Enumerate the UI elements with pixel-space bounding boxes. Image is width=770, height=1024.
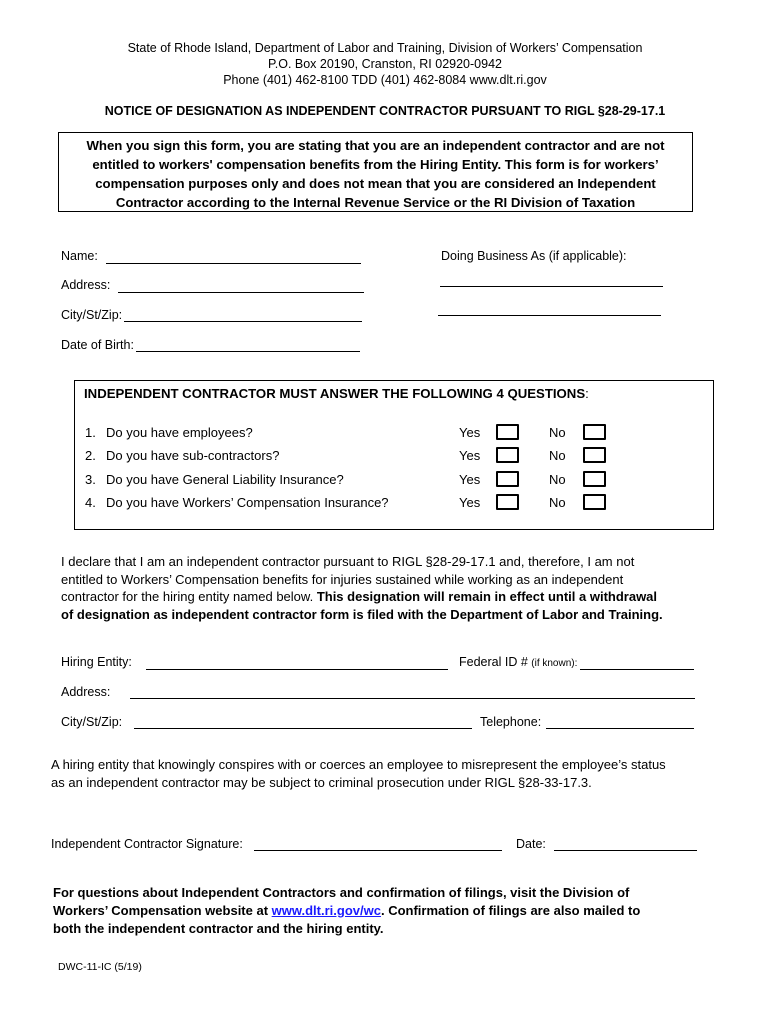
address-line: P.O. Box 20190, Cranston, RI 02920-0942 bbox=[268, 57, 502, 71]
federal-id-label bbox=[459, 655, 577, 669]
declaration-line-1: I declare that I am an independent contractor pursuant to RIGL §28-29-17.1 and, therefore, I am not bbox=[61, 554, 635, 569]
question-4-no-label: No bbox=[549, 495, 566, 510]
question-3-no-checkbox[interactable] bbox=[583, 471, 606, 487]
declaration-paragraph bbox=[61, 553, 741, 623]
notice-line-3: compensation purposes only and does not mean that you are considered an Independent bbox=[95, 176, 656, 191]
question-3-number: 3. bbox=[85, 472, 96, 487]
dob-label: Date of Birth: bbox=[61, 338, 134, 352]
question-2-no-checkbox[interactable] bbox=[583, 447, 606, 463]
hiring-city-field[interactable] bbox=[134, 728, 472, 729]
notice-line-2: entitled to workers' compensation benefits from the Hiring Entity. This form is for workers’ bbox=[92, 157, 659, 172]
question-2-text: Do you have sub-contractors? bbox=[106, 448, 280, 463]
notice-line-1: When you sign this form, you are stating that you are an independent contractor and are not bbox=[86, 138, 665, 153]
hiring-city-label: City/St/Zip: bbox=[61, 715, 123, 729]
question-2-yes-checkbox[interactable] bbox=[496, 447, 519, 463]
hiring-entity-field[interactable] bbox=[146, 669, 448, 670]
footer-line-2 bbox=[53, 902, 753, 920]
federal-id-note: (if known): bbox=[531, 658, 578, 669]
dba-label: Doing Business As (if applicable): bbox=[441, 249, 627, 263]
dob-field[interactable] bbox=[136, 351, 360, 352]
federal-id-field[interactable] bbox=[580, 669, 694, 670]
question-1-no-checkbox[interactable] bbox=[583, 424, 606, 440]
declaration-line-3-bold: This designation will remain in effect until a withdrawal bbox=[316, 589, 658, 604]
warning-line-1: A hiring entity that knowingly conspires with or coerces an employee to misrepresent the employee’s status bbox=[51, 757, 666, 772]
question-3-text: Do you have General Liability Insurance? bbox=[106, 472, 344, 487]
declaration-line-3-plain: contractor for the hiring entity named below. bbox=[61, 589, 317, 604]
form-title: NOTICE OF DESIGNATION AS INDEPENDENT CONTRACTOR PURSUANT TO RIGL §28-29-17.1 bbox=[104, 104, 666, 118]
signature-label: Independent Contractor Signature: bbox=[51, 837, 243, 851]
form-code: DWC-11-IC (5/19) bbox=[58, 961, 142, 973]
agency-line: State of Rhode Island, Department of Labor and Training, Division of Workers’ Compensation bbox=[127, 41, 643, 55]
footer-line-1: For questions about Independent Contractors and confirmation of filings, visit the Division of bbox=[53, 885, 630, 900]
website-link[interactable]: www.dlt.ri.gov/wc bbox=[271, 903, 381, 918]
question-2-no-label: No bbox=[549, 448, 566, 463]
hiring-address-label: Address: bbox=[61, 685, 111, 699]
footer-paragraph bbox=[53, 884, 753, 938]
federal-id-label-text: Federal ID # bbox=[459, 655, 528, 669]
question-4-yes-label: Yes bbox=[459, 495, 481, 510]
footer-line-2-b: . Confirmation of filings are also mailed to bbox=[380, 903, 641, 918]
question-3-yes-checkbox[interactable] bbox=[496, 471, 519, 487]
question-2-yes-label: Yes bbox=[459, 448, 481, 463]
date-label: Date: bbox=[516, 837, 546, 851]
question-1-no-label: No bbox=[549, 425, 566, 440]
question-1-yes-label: Yes bbox=[459, 425, 481, 440]
question-4-text: Do you have Workers’ Compensation Insurance? bbox=[106, 495, 389, 510]
telephone-label: Telephone: bbox=[480, 715, 542, 729]
declaration-line-4: of designation as independent contractor form is filed with the Department of Labor and Training. bbox=[61, 606, 663, 622]
footer-line-3: both the independent contractor and the hiring entity. bbox=[53, 921, 384, 936]
question-4-no-checkbox[interactable] bbox=[583, 494, 606, 510]
dba-field-2[interactable] bbox=[438, 315, 661, 316]
city-field[interactable] bbox=[124, 321, 362, 322]
questions-title-text: INDEPENDENT CONTRACTOR MUST ANSWER THE FOLLOWING 4 QUESTIONS bbox=[84, 386, 586, 401]
telephone-field[interactable] bbox=[546, 728, 694, 729]
question-4-number: 4. bbox=[85, 495, 96, 510]
address-label: Address: bbox=[61, 278, 111, 292]
signature-field[interactable] bbox=[254, 850, 502, 851]
date-field[interactable] bbox=[554, 850, 697, 851]
city-label: City/St/Zip: bbox=[61, 308, 123, 322]
question-1-number: 1. bbox=[85, 425, 96, 440]
hiring-address-field[interactable] bbox=[130, 698, 695, 699]
hiring-entity-label: Hiring Entity: bbox=[61, 655, 132, 669]
phone-line: Phone (401) 462-8100 TDD (401) 462-8084 www.dlt.ri.gov bbox=[223, 73, 547, 87]
address-field[interactable] bbox=[118, 292, 364, 293]
question-2-number: 2. bbox=[85, 448, 96, 463]
question-1-yes-checkbox[interactable] bbox=[496, 424, 519, 440]
declaration-line-3 bbox=[61, 588, 741, 606]
name-field[interactable] bbox=[106, 263, 361, 264]
warning-line-2: as an independent contractor may be subject to criminal prosecution under RIGL §28-33-17.3. bbox=[51, 774, 592, 790]
question-3-yes-label: Yes bbox=[459, 472, 481, 487]
dba-field-1[interactable] bbox=[440, 286, 663, 287]
footer-line-2-a: Workers’ Compensation website at bbox=[53, 903, 272, 918]
declaration-line-2: entitled to Workers’ Compensation benefits for injuries sustained while working as an independent bbox=[61, 571, 624, 587]
question-3-no-label: No bbox=[549, 472, 566, 487]
notice-box bbox=[58, 132, 693, 212]
name-label: Name: bbox=[61, 249, 98, 263]
question-1-text: Do you have employees? bbox=[106, 425, 253, 440]
questions-title bbox=[84, 386, 589, 401]
questions-title-colon: : bbox=[585, 386, 589, 401]
question-4-yes-checkbox[interactable] bbox=[496, 494, 519, 510]
notice-line-4: Contractor according to the Internal Revenue Service or the RI Division of Taxation bbox=[115, 195, 636, 210]
warning-paragraph bbox=[51, 756, 751, 791]
